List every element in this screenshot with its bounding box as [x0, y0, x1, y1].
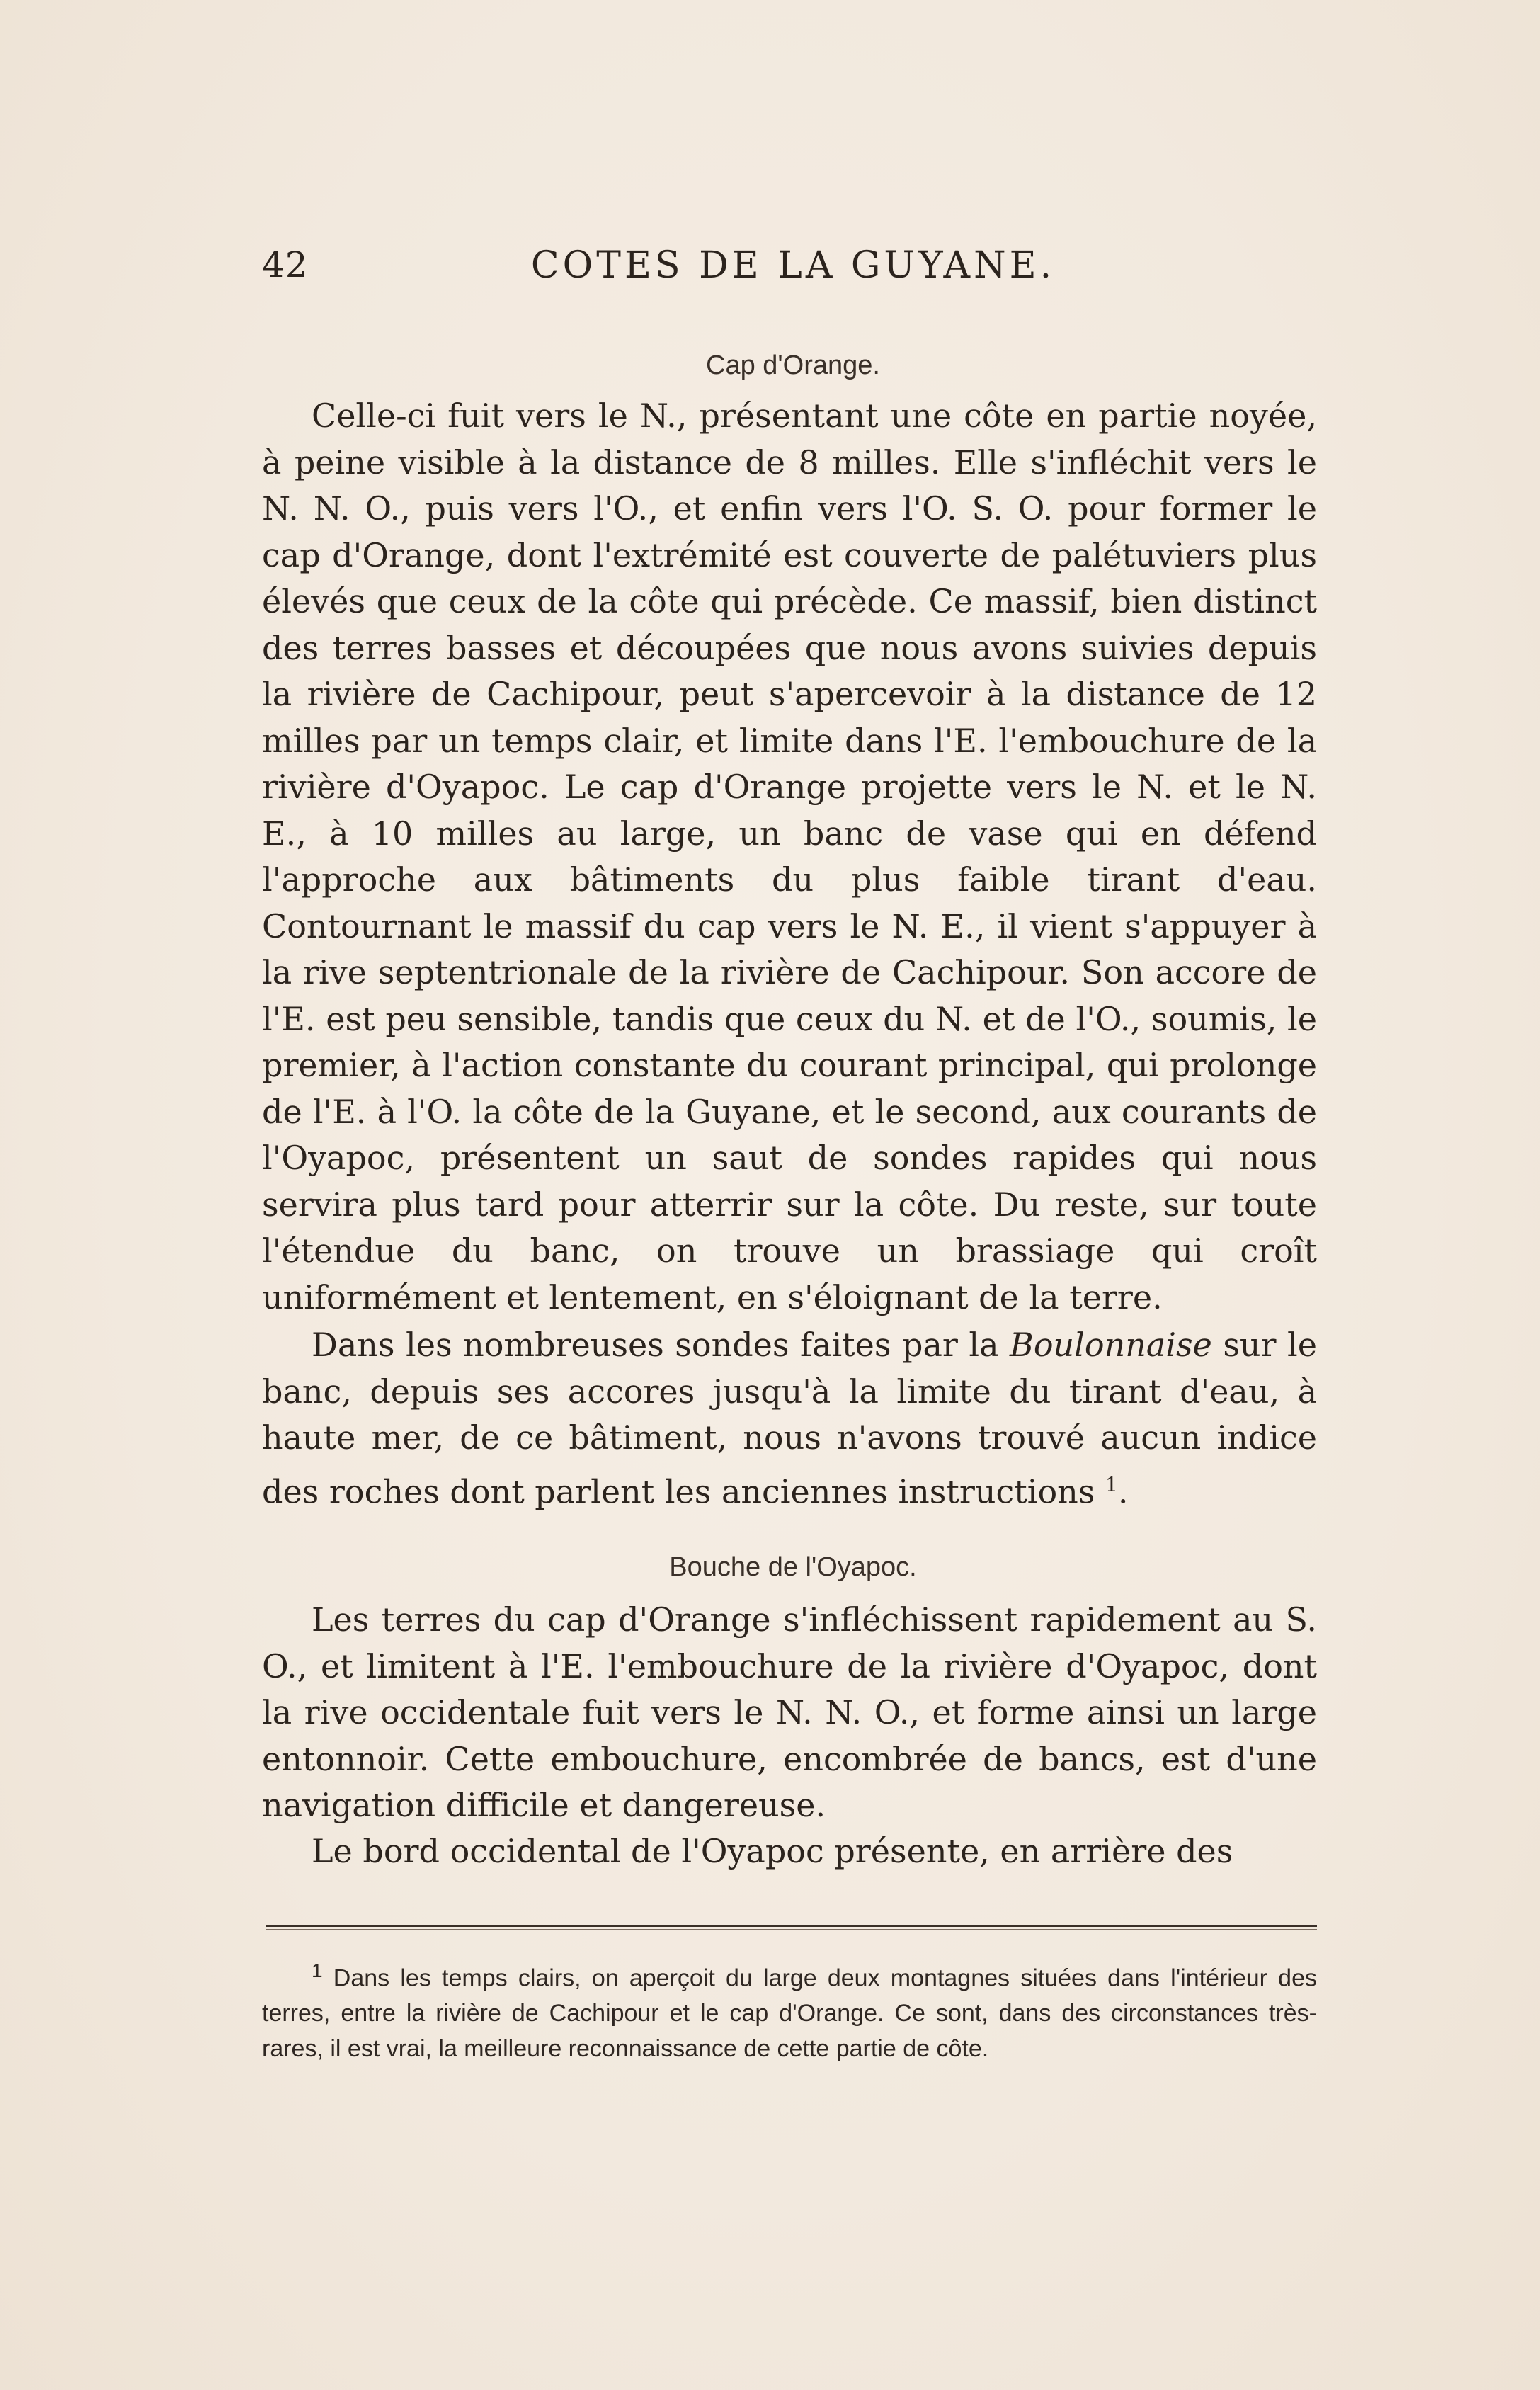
- page-number: 42: [262, 244, 309, 285]
- footnote: [262, 1953, 1317, 2066]
- footnote-reference: 1: [1105, 1472, 1118, 1496]
- paragraph-text-start: Dans les nombreuses sondes faites par la: [312, 1326, 1010, 1364]
- footnote-rule: [266, 1925, 1317, 1927]
- page-header: [262, 244, 1324, 294]
- paragraph-oyapoc-1: Les terres du cap d'Orange s'infléchissent rapidement au S. O., et limitent à l'E. l'embouchure de la rivière d'Oyapoc, dont la rive occidentale fuit vers le N. N. O., et forme ainsi un large entonnoir. Cette embouchure, encombrée de bancs, est d'une navigation difficile et dangereuse.: [262, 1600, 1317, 1824]
- ship-name: Boulonnaise: [1010, 1326, 1212, 1364]
- paragraph-text-end: .: [1117, 1472, 1129, 1510]
- footnote-rule-thin: [266, 1929, 1317, 1930]
- paragraph-oyapoc-2: Le bord occidental de l'Oyapoc présente, en arrière des: [312, 1832, 1233, 1870]
- section-heading-oyapoc: Bouche de l'Oyapoc.: [669, 1552, 917, 1582]
- footnote-mark: 1: [312, 1959, 323, 1981]
- footnote-text: Dans les temps clairs, on aperçoit du large deux montagnes situées dans l'intérieur des terres, entre la rivière de Cachipour et le cap d'Orange. Ce sont, dans des circonstances très-rares, il est vrai, la meilleure reconnaissance de cette partie de côte.: [262, 1964, 1318, 2063]
- paragraph-text-middle: sur le banc, depuis ses accores jusqu'à la limite du tirant d'eau, à haute mer, de ce bâtiment, nous n'avons trouvé aucun indice des roches dont parlent les anciennes instructions: [262, 1326, 1317, 1510]
- section-heading-cap-orange: Cap d'Orange.: [706, 351, 880, 380]
- paragraph-cap-orange-2: [262, 1322, 1317, 1515]
- paragraph-cap-orange-1: Celle-ci fuit vers le N., présentant une côte en partie noyée, à peine visible à la distance de 8 milles. Elle s'infléchit vers le N. N. O., puis vers l'O., et enfin vers l'O. S. O. pour former le cap d'Orange, dont l'extrémité est couverte de palétuviers plus élevés que ceux de la côte qui précède. Ce massif, bien distinct des terres basses et découpées que nous avons suivies depuis la rivière de Cachipour, peut s'apercevoir à la distance de 12 milles par un temps clair, et limite dans l'E. l'embouchure de la rivière d'Oyapoc. Le cap d'Orange projette vers le N. et le N. E., à 10 milles au large, un banc de vase qui en défend l'approche aux bâtiments du plus faible tirant d'eau. Contournant le massif du cap vers le N. E., il vient s'appuyer à la rive septentrionale de la rivière de Cachipour. Son accore de l'E. est peu sensible, tandis que ceux du N. et de l'O., soumis, le premier, à l'action constante du courant principal, qui prolonge de l'E. à l'O. la côte de la Guyane, et le second, aux courants de l'Oyapoc, présentent un saut de sondes rapides qui nous servira plus tard pour atterrir sur la côte. Du reste, sur toute l'étendue du banc, on trouve un brassiage qui croît uniformément et lentement, en s'éloignant de la terre.: [262, 397, 1317, 1316]
- running-title: COTES DE LA GUYANE.: [530, 244, 1056, 287]
